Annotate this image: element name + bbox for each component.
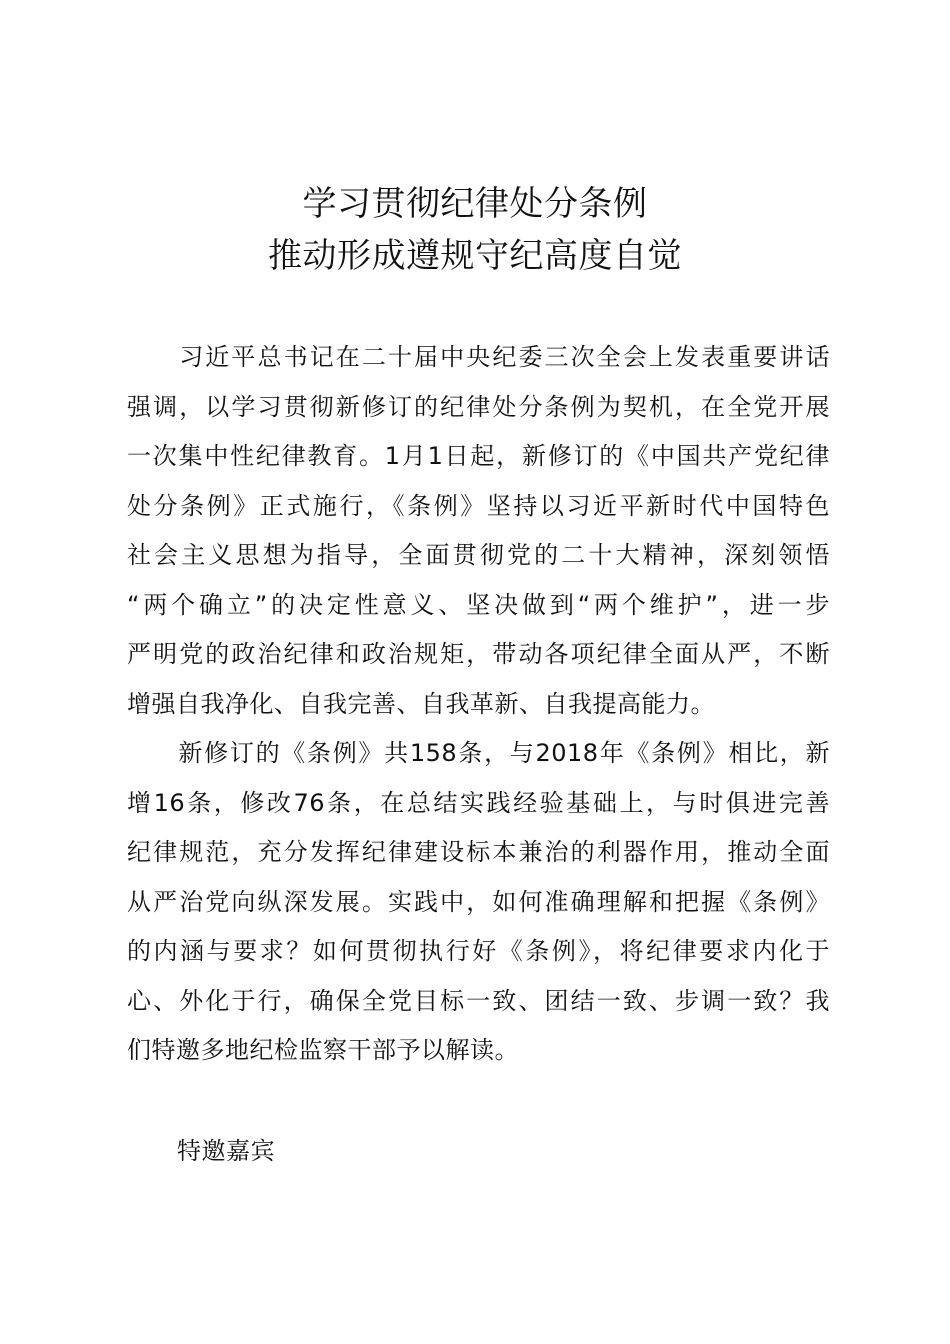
text-line: 们特邀多地纪检监察干部予以解读。 xyxy=(127,1036,519,1064)
text-line: 从严治党向纵深发展。实践中，如何准确理解和把握《条例》 xyxy=(127,887,830,916)
title-line-1: 学习贯彻纪律处分条例 xyxy=(302,184,648,224)
text-line: 严明党的政治纪律和政治规矩，带动各项纪律全面从严，不断 xyxy=(127,640,830,668)
text-line: 新修订的《条例》共158条，与2018年《条例》相比，新 xyxy=(127,739,830,767)
text-line: 处分条例》正式施行，《条例》坚持以习近平新时代中国特色 xyxy=(127,491,830,520)
text-line: 一次集中性纪律教育。1月1日起，新修订的《中国共产党纪律 xyxy=(127,442,830,470)
article-title xyxy=(0,178,950,282)
paragraph-2 xyxy=(127,729,830,1076)
paragraph-1 xyxy=(127,333,830,729)
text-line: 纪律规范，充分发挥纪律建设标本兼治的利器作用，推动全面 xyxy=(127,838,830,866)
text-line: 的内涵与要求？如何贯彻执行好《条例》，将纪律要求内化于 xyxy=(127,937,830,965)
section-heading-guests: 特邀嘉宾 xyxy=(177,1137,275,1165)
text-line: “两个确立”的决定性意义、坚决做到“两个维护”，进一步 xyxy=(127,590,830,619)
text-line: 增强自我净化、自我完善、自我革新、自我提高能力。 xyxy=(127,689,715,718)
title-line-2: 推动形成遵规守纪高度自觉 xyxy=(268,236,682,276)
text-line: 强调，以学习贯彻新修订的纪律处分条例为契机，在全党开展 xyxy=(127,392,830,421)
text-line: 心、外化于行，确保全党目标一致、团结一致、步调一致？我 xyxy=(127,986,830,1015)
text-line: 社会主义思想为指导，全面贯彻党的二十大精神，深刻领悟 xyxy=(127,541,830,569)
text-line: 习近平总书记在二十届中央纪委三次全会上发表重要讲话 xyxy=(127,343,830,371)
text-line: 增16条，修改76条，在总结实践经验基础上，与时俱进完善 xyxy=(127,788,830,817)
